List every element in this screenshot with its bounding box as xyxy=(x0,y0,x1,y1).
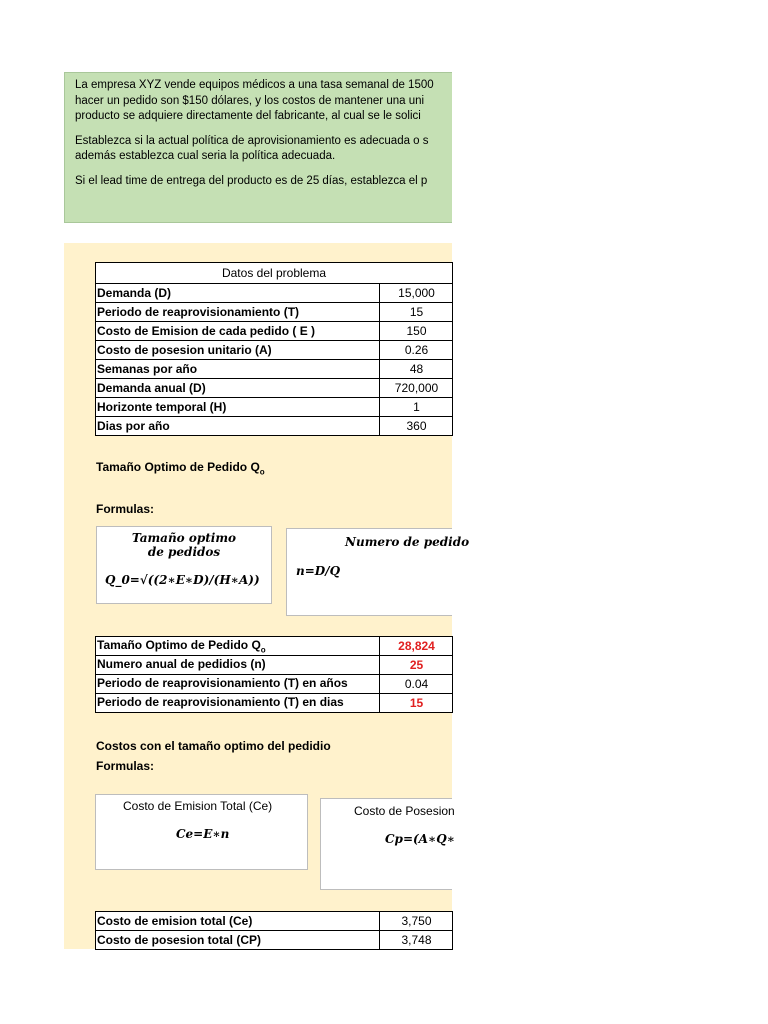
formula-box-holding-cost xyxy=(320,798,456,890)
formulas-label-1: Formulas: xyxy=(96,502,155,516)
table-row xyxy=(96,360,453,379)
intro-line: además establezca cual seria la política adecuada. xyxy=(75,150,336,162)
table-row xyxy=(96,322,453,341)
formula-box-emission-cost xyxy=(95,794,308,870)
box2-title: Numero de pedido xyxy=(345,535,470,549)
table-row xyxy=(96,417,453,436)
formulas-label-2: Formulas: xyxy=(96,759,155,773)
row-label: Costo de Emision de cada pedido ( E ) xyxy=(96,322,380,341)
row-value: 15,000 xyxy=(380,284,453,303)
table-row xyxy=(96,398,453,417)
row-value: 15 xyxy=(380,303,453,322)
problem-statement xyxy=(64,72,452,223)
section1-title: Tamaño Optimo de Pedido $Q_o$ xyxy=(96,460,265,477)
box4-formula: Cp=(A∗Q∗ xyxy=(385,832,456,846)
section2-title: Costos con el tamaño optimo del pedidio xyxy=(96,739,331,753)
row-value: 48 xyxy=(380,360,453,379)
row-label: Demanda (D) xyxy=(96,284,380,303)
intro-line: producto se adquiere directamente del fabricante, al cual se le solici xyxy=(75,110,421,122)
formula-box-num-orders xyxy=(286,528,470,616)
row-value: 150 xyxy=(380,322,453,341)
costs-table xyxy=(95,911,453,950)
row-value: 720,000 xyxy=(380,379,453,398)
table-row xyxy=(96,637,453,656)
table-row xyxy=(96,931,453,950)
table-row xyxy=(96,341,453,360)
row-value: 28,824 xyxy=(380,637,453,656)
row-value: 3,748 xyxy=(380,931,453,950)
results-table xyxy=(95,636,453,713)
box1-title: Tamaño optimo de pedidos xyxy=(131,531,237,559)
row-label: Periodo de reaprovisionamiento (T) en dias xyxy=(96,694,380,713)
row-value: 25 xyxy=(380,656,453,675)
row-value: 3,750 xyxy=(380,912,453,931)
box1-formula: Q_0=√((2∗E∗D)/(H∗A)) xyxy=(105,573,260,587)
box4-title: Costo de Posesion xyxy=(354,804,455,818)
datos-table xyxy=(95,262,453,436)
row-label: Periodo de reaprovisionamiento (T) xyxy=(96,303,380,322)
table-row xyxy=(96,912,453,931)
box3-formula: Ce=E∗n xyxy=(176,827,230,841)
table-row xyxy=(96,656,453,675)
table-row xyxy=(96,303,453,322)
row-value: 15 xyxy=(380,694,453,713)
row-label: Numero anual de pedidios (n) xyxy=(96,656,380,675)
intro-line: Si el lead time de entrega del producto es de 25 días, establezca el p xyxy=(75,174,428,187)
row-label: Costo de emision total (Ce) xyxy=(96,912,380,931)
table-row xyxy=(96,675,453,694)
intro-line: La empresa XYZ vende equipos médicos a una tasa semanal de 1500 xyxy=(75,79,434,91)
row-label: Periodo de reaprovisionamiento (T) en años xyxy=(96,675,380,694)
datos-header: Datos del problema xyxy=(96,263,453,284)
intro-line: Establezca si la actual política de aprovisionamiento es adecuada o s xyxy=(75,134,429,147)
intro-line: hacer un pedido son $150 dólares, y los costos de mantener una uni xyxy=(75,94,425,107)
row-label: Costo de posesion total (CP) xyxy=(96,931,380,950)
row-label: Demanda anual (D) xyxy=(96,379,380,398)
row-value: 1 xyxy=(380,398,453,417)
row-label: Semanas por año xyxy=(96,360,380,379)
row-label: Tamaño Optimo de Pedido $Q_o$ xyxy=(96,637,380,656)
table-row xyxy=(96,284,453,303)
row-value: 360 xyxy=(380,417,453,436)
row-value: 0.04 xyxy=(380,675,453,694)
row-label: Horizonte temporal (H) xyxy=(96,398,380,417)
table-row xyxy=(96,379,453,398)
box2-formula: n=D/Q xyxy=(296,564,341,578)
table-row xyxy=(96,694,453,713)
row-label: Costo de posesion unitario (A) xyxy=(96,341,380,360)
box3-title: Costo de Emision Total (Ce) xyxy=(123,799,273,813)
row-label: Dias por año xyxy=(96,417,380,436)
formula-box-optimal-order xyxy=(96,526,272,604)
row-value: 0.26 xyxy=(380,341,453,360)
